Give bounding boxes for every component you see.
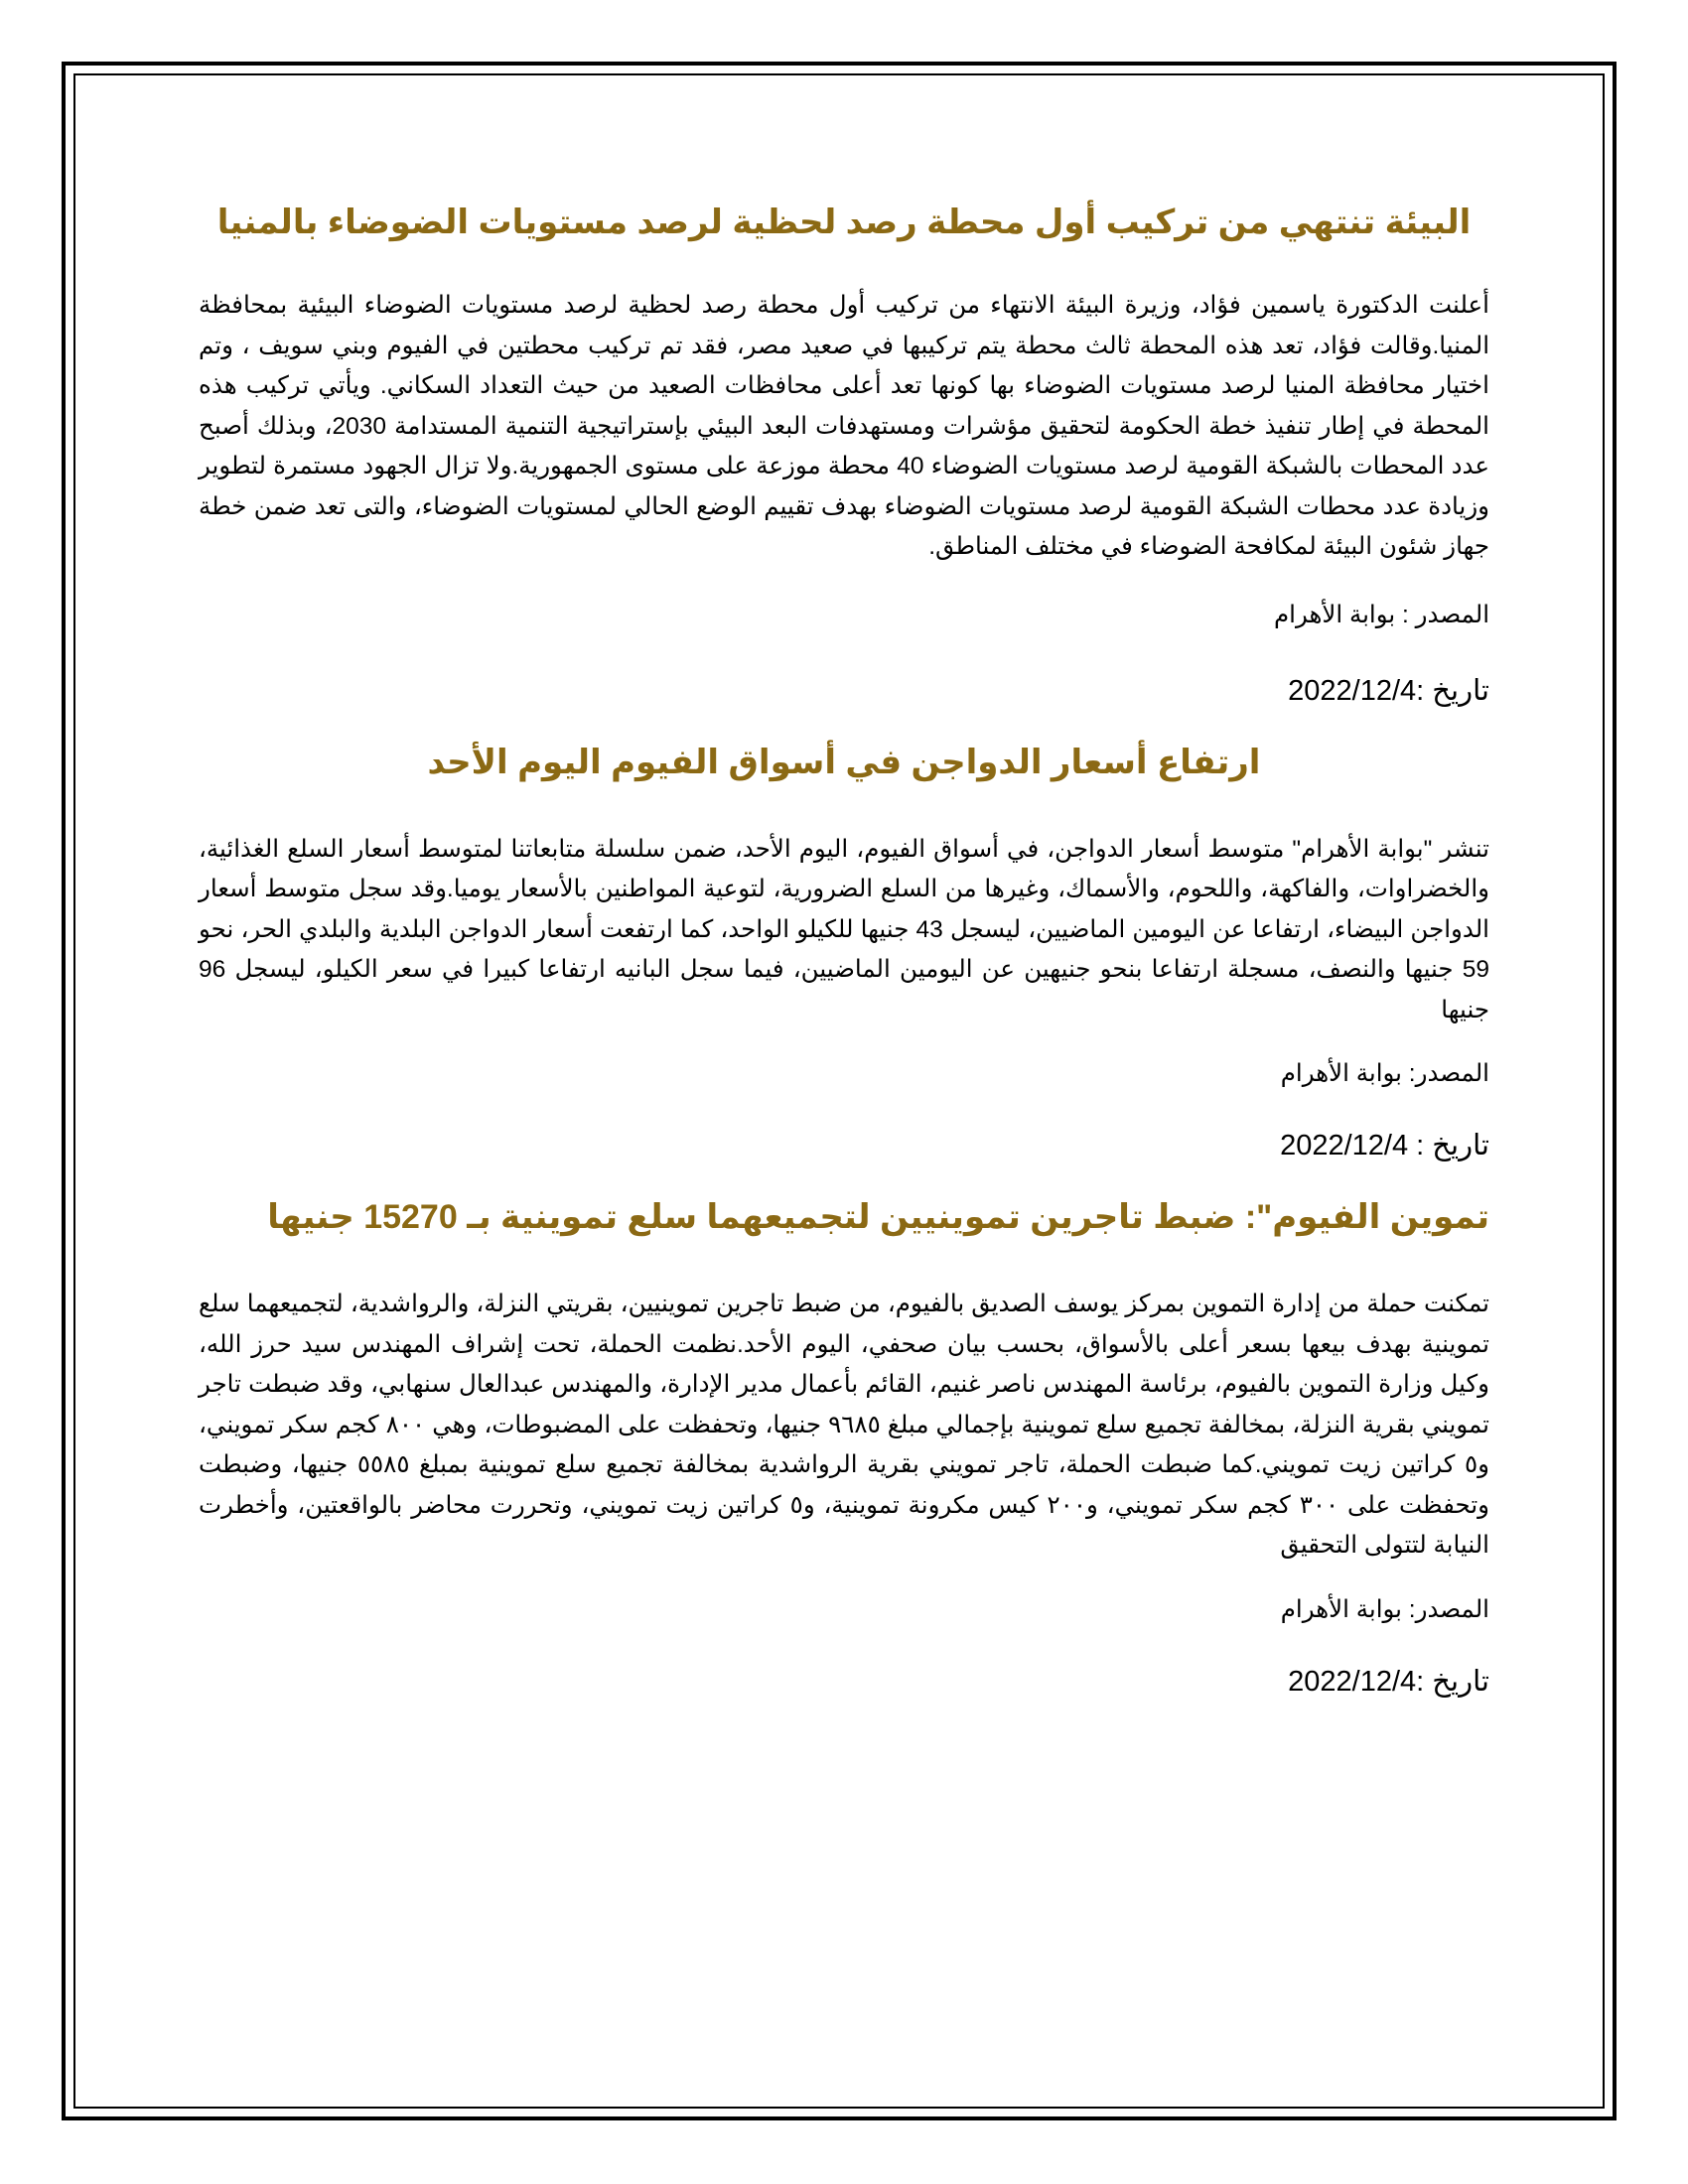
article-1-body: أعلنت الدكتورة ياسمين فؤاد، وزيرة البيئة الانتهاء من تركيب أول محطة رصد لحظية لرصد مستويات الضوضاء البيئية بمحافظة المنيا.وقالت فؤاد، تعد هذه المحطة ثالث محطة يتم تركيبها في صعيد مصر، فقد تم تركيب محطتين في الفيوم وبني سويف ، وتم اختيار محافظة المنيا لرصد مستويات الضوضاء بها كونها تعد أعلى محافظات الصعيد من حيث التعداد السكاني. ويأتي تركيب هذه المحطة في إطار تنفيذ خطة الحكومة لتحقيق مؤشرات ومستهدفات البعد البيئي بإستراتيجية التنمية المستدامة 2030، وبذلك أصبح عدد المحطات بالشبكة القومية لرصد مستويات الضوضاء 40 محطة موزعة على مستوى الجمهورية.ولا تزال الجهود مستمرة لتطوير وزيادة عدد محطات الشبكة القومية لرصد مستويات الضوضاء بهدف تقييم الوضع الحالي لمستويات الضوضاء، والتى تعد ضمن خطة جهاز شئون البيئة لمكافحة الضوضاء في مختلف المناطق. [199,292,1490,560]
article-2-title: ارتفاع أسعار الدواجن في أسواق الفيوم اليوم الأحد [427,743,1261,781]
article-3 [199,1195,1489,1702]
article-1-title: البيئة تنتهي من تركيب أول محطة رصد لحظية لرصد مستويات الضوضاء بالمنيا [216,204,1472,241]
article-3-body: تمكنت حملة من إدارة التموين بمركز يوسف الصديق بالفيوم، من ضبط تاجرين تموينيين، بقريتي النزلة، والرواشدية، لتجميعهما سلع تموينية بهدف بيعها بسعر أعلى بالأسواق، بحسب بيان صحفي، اليوم الأحد.نظمت الحملة، تحت إشراف المهندس سيد حرز الله، وكيل وزارة التموين بالفيوم، برئاسة المهندس ناصر غنيم، القائم بأعمال مدير الإدارة، والمهندس عبدالعال سنهابي، وقد ضبطت تاجر تمويني بقرية النزلة، بمخالفة تجميع سلع تموينية بإجمالي مبلغ ٩٦٨٥ جنيها، وتحفظت على المضبوطات، وهي ٨٠٠ كجم سكر تمويني، و٥ كراتين زيت تمويني.كما ضبطت الحملة، تاجر تمويني بقرية الرواشدية بمخالفة تجميع سلع تموينية بمبلغ ٥٥٨٥ جنيها، وضبطت وتحفظت على ٣٠٠ كجم سكر تمويني، و٢٠٠ كيس مكرونة تموينية، و٥ كراتين زيت تمويني، وتحررت محاضر بالواقعتين، وأخطرت النيابة لتتولى التحقيق [199,1291,1489,1559]
article-1 [199,201,1489,711]
article-2 [199,741,1489,1166]
article-3-source: المصدر: بوابة الأهرام [1280,1595,1489,1623]
article-1-date: تاريخ :2022/12/4 [1288,674,1489,707]
article-2-date: تاريخ : 2022/12/4 [1280,1130,1489,1161]
document-content [199,189,1489,1702]
article-3-date: تاريخ :2022/12/4 [1288,1665,1489,1698]
article-1-source: المصدر : بوابة الأهرام [1273,601,1489,628]
article-2-body: تنشر "بوابة الأهرام" متوسط أسعار الدواجن، في أسواق الفيوم، اليوم الأحد، ضمن سلسلة متابعاتنا لمتوسط أسعار السلع الغذائية، والخضراوات، والفاكهة، واللحوم، والأسماك، وغيرها من السلع الضرورية، لتوعية المواطنين بالأسعار يوميا.وقد سجل متوسط أسعار الدواجن البيضاء، ارتفاعا عن اليومين الماضيين، ليسجل 43 جنيها للكيلو الواحد، كما ارتفعت أسعار الدواجن البلدية والبلدي الحر، نحو 59 جنيها والنصف، مسجلة ارتفاعا بنحو جنيهين عن اليومين الماضيين، فيما سجل البانيه ارتفاعا كبيرا في سعر الكيلو، ليسجل 96 جنيها [199,835,1489,1024]
article-2-source: المصدر: بوابة الأهرام [1280,1060,1489,1087]
article-3-title: تموين الفيوم": ضبط تاجرين تموينيين لتجميعهما سلع تموينية بـ 15270 جنيها [267,1198,1489,1236]
